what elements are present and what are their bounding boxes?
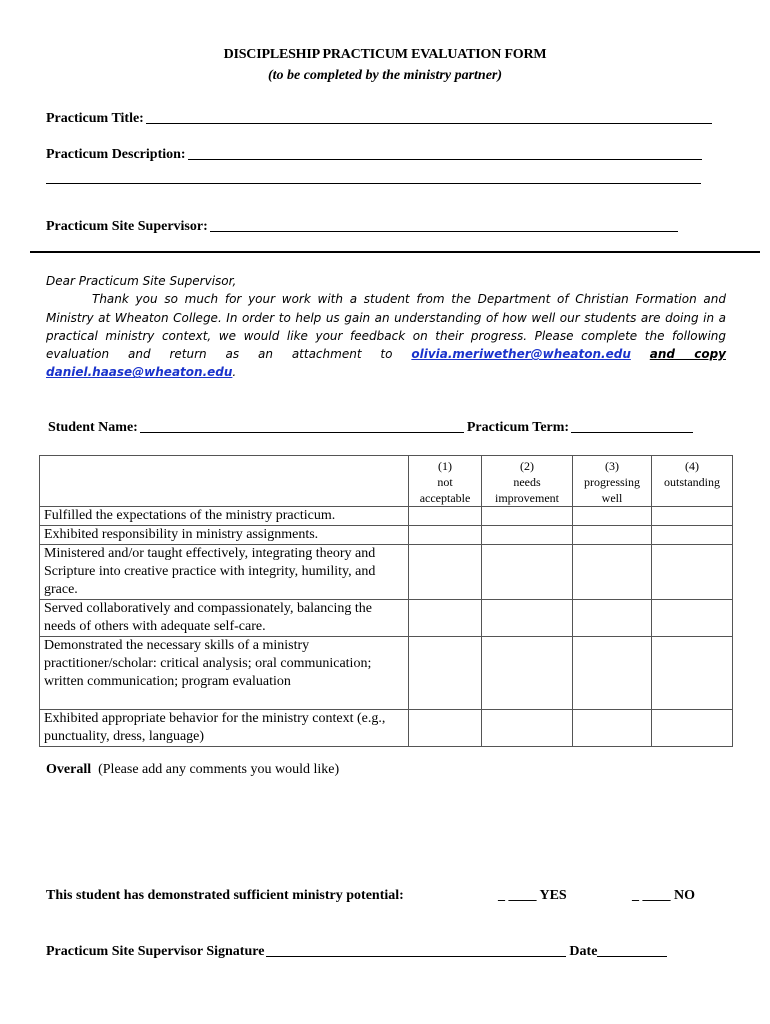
signature-field <box>46 944 667 960</box>
criteria-header <box>40 456 409 507</box>
rating-cell[interactable] <box>652 526 733 545</box>
signature-label: Practicum Site Supervisor Signature <box>46 944 265 959</box>
rating-cell[interactable] <box>652 507 733 526</box>
no-blank: _ ____ <box>632 888 671 903</box>
scale-header-row <box>40 456 733 507</box>
letter-copy-text: and copy <box>649 347 726 362</box>
yes-option[interactable] <box>498 888 567 904</box>
practicum-description-line-2 <box>46 182 701 187</box>
criterion-row <box>40 600 733 637</box>
scale-header: (3) progressing well <box>573 456 652 507</box>
rating-cell[interactable] <box>573 710 652 747</box>
criterion-text: Exhibited appropriate behavior for the ministry context (e.g., punctuality, dress, language) <box>40 710 409 747</box>
practicum-description-field <box>46 147 702 163</box>
practicum-title-label: Practicum Title: <box>46 111 144 126</box>
no-label: NO <box>674 888 695 903</box>
rating-cell[interactable] <box>573 526 652 545</box>
yes-blank: _ ____ <box>498 888 537 903</box>
rating-cell[interactable] <box>573 507 652 526</box>
rating-cell[interactable] <box>409 507 482 526</box>
evaluation-table <box>39 455 733 747</box>
practicum-description-label: Practicum Description: <box>46 147 186 162</box>
email-primary-link[interactable]: olivia.meriwether@wheaton.edu <box>411 347 631 362</box>
criterion-text: Fulfilled the expectations of the ministry practicum. <box>40 507 409 526</box>
site-supervisor-input[interactable] <box>210 230 678 232</box>
practicum-term-label: Practicum Term: <box>466 420 570 435</box>
scale-header: (1) not acceptable <box>409 456 482 507</box>
criterion-row <box>40 710 733 747</box>
rating-cell[interactable] <box>409 545 482 600</box>
section-divider <box>30 251 760 253</box>
letter-end: . <box>232 365 237 380</box>
scale-header: (2) needs improvement <box>482 456 573 507</box>
rating-cell[interactable] <box>482 526 573 545</box>
no-option[interactable] <box>632 888 695 904</box>
rating-cell[interactable] <box>482 545 573 600</box>
rating-cell[interactable] <box>409 600 482 637</box>
rating-cell[interactable] <box>409 637 482 710</box>
site-supervisor-label: Practicum Site Supervisor: <box>46 219 208 234</box>
criterion-text: Exhibited responsibility in ministry assignments. <box>40 526 409 545</box>
criterion-row <box>40 637 733 710</box>
rating-cell[interactable] <box>652 637 733 710</box>
letter-to-supervisor <box>46 272 726 382</box>
rating-cell[interactable] <box>482 637 573 710</box>
criterion-text: Ministered and/or taught effectively, integrating theory and Scripture into creative practice with integrity, humility, and grace. <box>40 545 409 600</box>
rating-cell[interactable] <box>573 545 652 600</box>
form-subtitle: (to be completed by the ministry partner) <box>267 68 503 83</box>
rating-cell[interactable] <box>409 710 482 747</box>
signature-input[interactable] <box>266 955 566 957</box>
rating-cell[interactable] <box>482 600 573 637</box>
criterion-row <box>40 526 733 545</box>
overall-comments[interactable] <box>46 762 339 778</box>
email-copy-link[interactable]: daniel.haase@wheaton.edu <box>46 365 233 380</box>
criterion-row <box>40 507 733 526</box>
student-name-field <box>48 420 693 436</box>
yes-label: YES <box>539 888 567 903</box>
criterion-row <box>40 545 733 600</box>
letter-greeting: Dear Practicum Site Supervisor, <box>46 274 237 288</box>
criterion-text: Served collaboratively and compassionately, balancing the needs of others with adequate self-care. <box>40 600 409 637</box>
letter-body <box>46 290 726 381</box>
site-supervisor-field <box>46 219 678 235</box>
rating-cell[interactable] <box>409 526 482 545</box>
rating-cell[interactable] <box>652 600 733 637</box>
letter-body-text: Thank you so much for your work with a student from the Department of Christian Formation and Ministry at Wheaton College. In order to help us gain an understanding of how well our students are doing in a practical ministry context, we would like your feedback on their progress. Please complete the following evaluation and return as an attachment to <box>46 292 726 362</box>
overall-label: Overall <box>46 762 92 777</box>
rating-cell[interactable] <box>652 545 733 600</box>
criterion-text: Demonstrated the necessary skills of a ministry practitioner/scholar: critical analysis; oral communication; written communication; program evaluation <box>40 637 409 710</box>
date-input[interactable] <box>597 955 667 957</box>
rating-cell[interactable] <box>482 507 573 526</box>
rating-cell[interactable] <box>652 710 733 747</box>
practicum-title-field <box>46 111 712 127</box>
date-label: Date <box>569 944 598 959</box>
overall-note: (Please add any comments you would like) <box>98 762 340 777</box>
practicum-title-input[interactable] <box>146 122 712 124</box>
rating-cell[interactable] <box>573 600 652 637</box>
scale-header: (4) outstanding <box>652 456 733 507</box>
student-name-input[interactable] <box>140 431 464 433</box>
practicum-description-input-2[interactable] <box>46 182 701 184</box>
rating-cell[interactable] <box>482 710 573 747</box>
form-title: DISCIPLESHIP PRACTICUM EVALUATION FORM <box>223 47 547 62</box>
practicum-term-input[interactable] <box>571 431 693 433</box>
rating-cell[interactable] <box>573 637 652 710</box>
practicum-description-input[interactable] <box>188 158 702 160</box>
ministry-potential-question: This student has demonstrated sufficient ministry potential: <box>46 888 404 903</box>
student-name-label: Student Name: <box>48 420 138 435</box>
